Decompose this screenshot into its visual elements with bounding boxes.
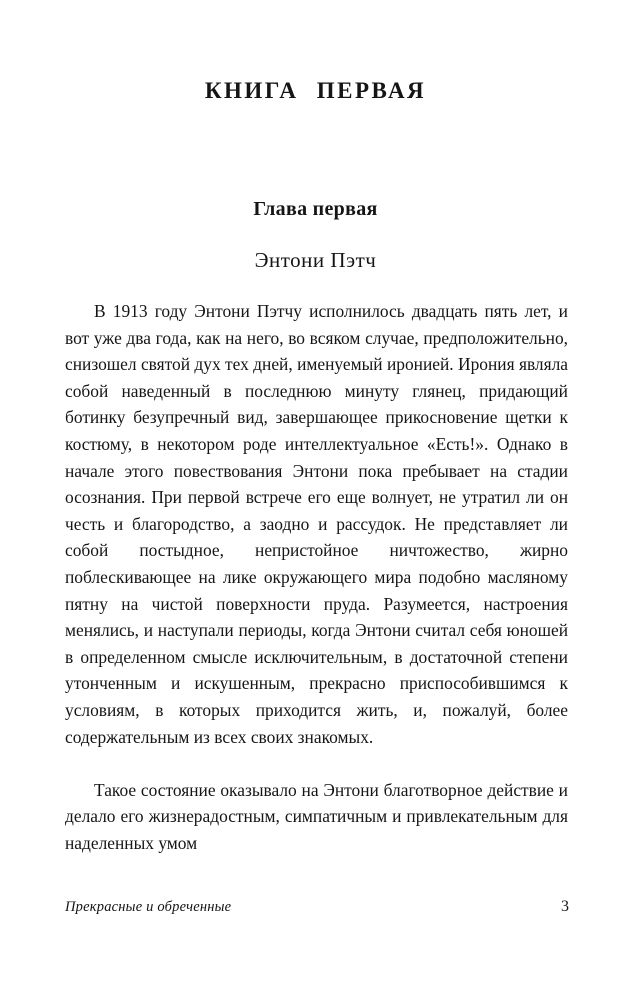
- book-title: КНИГА ПЕРВАЯ: [204, 78, 427, 103]
- body-text: [65, 298, 568, 856]
- chapter-title: Глава первая: [253, 198, 378, 220]
- page-number: 3: [561, 898, 569, 915]
- paragraph-1: В 1913 году Энтони Пэтчу исполнилось двадцать пять лет, и вот уже два года, как на него, во всяком случае, предположительно, снизошел святой дух тех дней, именуемый иронией. Ирония являла собой наведенный в последнюю минуту глянец, придающий ботинку безупречный вид, завершающее прикосновение щетки к костюму, в некотором роде интеллектуальное «Есть!». Однако в начале этого повествования Энтони пока пребывает на стадии осознания. При первой встрече его еще волнует, не утратил ли он честь и благородство, а заодно и рассудок. Не представляет ли собой постыдное, непристойное ничтожество, жирно поблескивающее на лике окружающего мира подобно масляному пятну на чистой поверхности пруда. Разумеется, настроения менялись, и наступали периоды, когда Энтони считал себя юношей в определенном смысле исключительным, в достаточной степени утонченным и искушенным, прекрасно приспособившимся к условиям, в которых приходится жить, и, пожалуй, более содержательным из всех своих знакомых.: [65, 301, 568, 747]
- section-title: Энтони Пэтч: [254, 248, 377, 272]
- paragraph-2: Такое состояние оказывало на Энтони благотворное действие и делало его жизнерадостным, симпатичным и привлекательным для наделенных умом: [65, 779, 568, 853]
- page-footer: [65, 898, 569, 916]
- running-title: Прекрасные и обреченные: [65, 899, 232, 915]
